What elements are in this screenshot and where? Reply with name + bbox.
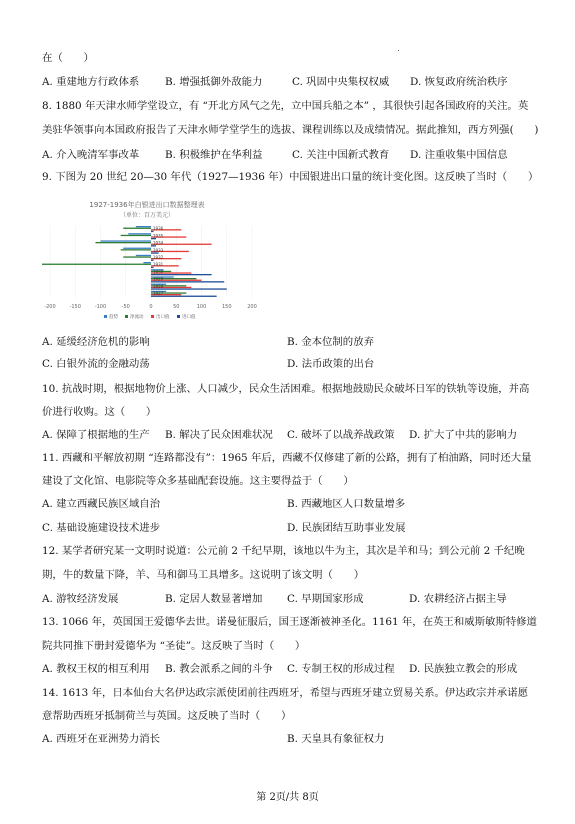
q14-option-a[interactable]: A. 西班牙在亚洲势力消长 [42, 733, 161, 745]
category-label: 1933 [153, 247, 164, 253]
q12-option-c[interactable]: C. 早期国家形成 [287, 593, 364, 605]
legend-swatch [125, 315, 128, 318]
q10-option-c[interactable]: C. 破坏了以战养战政策 [287, 429, 395, 441]
q13-option-c[interactable]: C. 专制王权的形成过程 [287, 663, 395, 675]
legend-swatch [104, 315, 107, 318]
q7-option-b[interactable]: B. 增强抵御外敌能力 [165, 76, 263, 88]
bar-净流动 [42, 264, 151, 265]
q8-stem-1: 8. 1880 年天津水师学堂设立，有 “开北方风气之先，立中国兵船之本” ，其很快引起各国政府的关注。英 [42, 100, 529, 112]
scan-speck [398, 50, 399, 51]
legend-label: 出口值 [156, 315, 170, 320]
bar-净流动 [121, 235, 151, 236]
q13-option-b[interactable]: B. 教会派系之间的斗争 [165, 663, 273, 675]
q14-stem-2: 意帮助西班牙抵制荷兰与英国。这反映了当时（ ） [42, 710, 292, 722]
q12-stem-1: 12. 某学者研究某一文明时说道：公元前 2 千纪早期，该地以牛为主，其次是羊和马；到公元前 2 千纪晚 [42, 545, 525, 557]
q14-stem-1: 14. 1613 年，日本仙台大名伊达政宗派使团前往西班牙，希望与西班牙建立贸易关系。伊达政宗并承诺愿 [42, 687, 528, 699]
bar-净流动 [121, 249, 151, 250]
x-tick-label: -50 [121, 304, 130, 310]
q11-stem-1: 11. 西藏和平解放初期 “连路都没有”：1965 年后，西藏不仅修建了新的公路，拥有了柏油路，同时还大量 [42, 452, 532, 464]
q9-option-d[interactable]: D. 法币政策的出台 [287, 358, 375, 370]
q12-option-b[interactable]: B. 定居人数显著增加 [165, 593, 263, 605]
q9-option-a[interactable]: A. 延缓经济危机的影响 [42, 336, 150, 348]
legend-label: 净流动 [130, 315, 144, 320]
q9-option-c[interactable]: C. 白银外流的金融动荡 [42, 358, 150, 370]
bar-趋势 [143, 262, 151, 263]
bar-趋势 [123, 248, 151, 249]
q11-option-a[interactable]: A. 建立西藏民族区域自治 [42, 498, 161, 510]
legend-label: 趋势 [109, 315, 118, 320]
bar-趋势 [101, 240, 152, 241]
chart-title: 1927-1936年白银进出口数据整理表 [89, 201, 205, 209]
silver-trade-chart-svg [42, 198, 272, 328]
q12-option-d[interactable]: D. 农耕经济占据主导 [409, 593, 507, 605]
q10-option-a[interactable]: A. 保障了根据地的生产 [42, 429, 150, 441]
legend-swatch [151, 315, 154, 318]
category-label: 1930 [153, 269, 164, 275]
q10-stem-2: 价进行收购。这（ ） [42, 406, 157, 418]
x-tick-label: -200 [44, 304, 56, 310]
q8-option-c[interactable]: C. 关注中国新式教育 [292, 149, 390, 161]
q11-option-b[interactable]: B. 西藏地区人口数量增多 [287, 498, 406, 510]
q7-option-c[interactable]: C. 巩固中央集权权威 [292, 76, 390, 88]
q7-stem-end: 在（ ） [42, 52, 94, 64]
category-label: 1931 [153, 262, 164, 268]
q14-option-b[interactable]: B. 天皇具有象征权力 [287, 733, 385, 745]
x-tick-label: 150 [221, 304, 232, 310]
q12-stem-2: 期，牛的数量下降，羊、马和御马工具增多。这说明了该文明（ ） [42, 569, 365, 581]
category-label: 1934 [153, 240, 164, 246]
bar-趋势 [136, 226, 151, 227]
q7-option-a[interactable]: A. 重建地方行政体系 [42, 76, 140, 88]
category-label: 1932 [153, 255, 164, 260]
q9-option-b[interactable]: B. 金本位制的放弃 [287, 336, 374, 348]
bar-净流动 [123, 228, 151, 229]
category-label: 1929 [153, 276, 164, 282]
q13-stem-2: 院共同推下册封爱德华为 “圣徒”。这反映了当时（ ） [42, 640, 306, 652]
q11-stem-2: 建设了文化馆、电影院等众多基础配套设施。这主要得益于（ ） [42, 475, 354, 487]
q11-option-c[interactable]: C. 基础设施建设技术进步 [42, 522, 161, 534]
x-tick-label: 0 [149, 304, 153, 310]
page-footer: 第 2页/共 8页 [256, 792, 319, 803]
legend-label: 进口值 [182, 315, 196, 320]
bar-净流动 [95, 242, 151, 243]
q9-stem: 9. 下图为 20 世纪 20—30 年代（1927—1936 年）中国银进出口量的统计变化图。这反映了当时（ ） [42, 171, 539, 183]
category-label: 1935 [153, 233, 164, 239]
chart-marks [42, 226, 257, 320]
q8-option-b[interactable]: B. 积极维护在华利益 [165, 149, 263, 161]
q10-option-d[interactable]: D. 扩大了中共的影响力 [409, 429, 518, 441]
q11-option-d[interactable]: D. 民族团结互助事业发展 [287, 522, 406, 534]
chart-subtitle: （单位：百万美元） [119, 212, 175, 219]
x-tick-label: -150 [69, 304, 81, 310]
bar-趋势 [136, 255, 151, 256]
q8-option-a[interactable]: A. 介入晚清军事改革 [42, 149, 140, 161]
q13-option-a[interactable]: A. 教权王权的相互利用 [42, 663, 150, 675]
q10-option-b[interactable]: B. 解决了民众困难状况 [165, 429, 273, 441]
q8-option-d[interactable]: D. 注重收集中国信息 [410, 149, 508, 161]
category-label: 1936 [153, 226, 164, 232]
q13-stem-1: 13. 1066 年，英国国王爱德华去世。诺曼征服后，国王逐渐被神圣化。1161 年，在英王和威斯敏斯特修道 [42, 616, 537, 628]
x-tick-label: 50 [173, 304, 180, 310]
x-tick-label: -100 [94, 304, 107, 310]
bar-趋势 [128, 233, 151, 234]
legend-swatch [177, 315, 180, 318]
bar-净流动 [123, 256, 151, 257]
x-tick-label: 200 [247, 304, 257, 310]
silver-trade-chart [42, 198, 272, 328]
category-label: 1927 [153, 291, 164, 296]
q8-stem-2: 美驻华领事向本国政府报告了天津水师学堂学生的选拔、课程训练以及成绩情况。据此推知，西方列强( ) [42, 124, 539, 136]
q7-option-d[interactable]: D. 恢复政府统治秩序 [410, 76, 508, 88]
q13-option-d[interactable]: D. 民族独立教会的形成 [409, 663, 518, 675]
category-label: 1928 [153, 283, 164, 289]
q10-stem-1: 10. 抗战时期，根据地物价上涨、人口减少，民众生活困难。根据地鼓励民众破坏日军的铁轨等设施，并高 [42, 383, 530, 395]
x-tick-label: 100 [196, 304, 207, 310]
q12-option-a[interactable]: A. 游牧经济发展 [42, 593, 119, 605]
